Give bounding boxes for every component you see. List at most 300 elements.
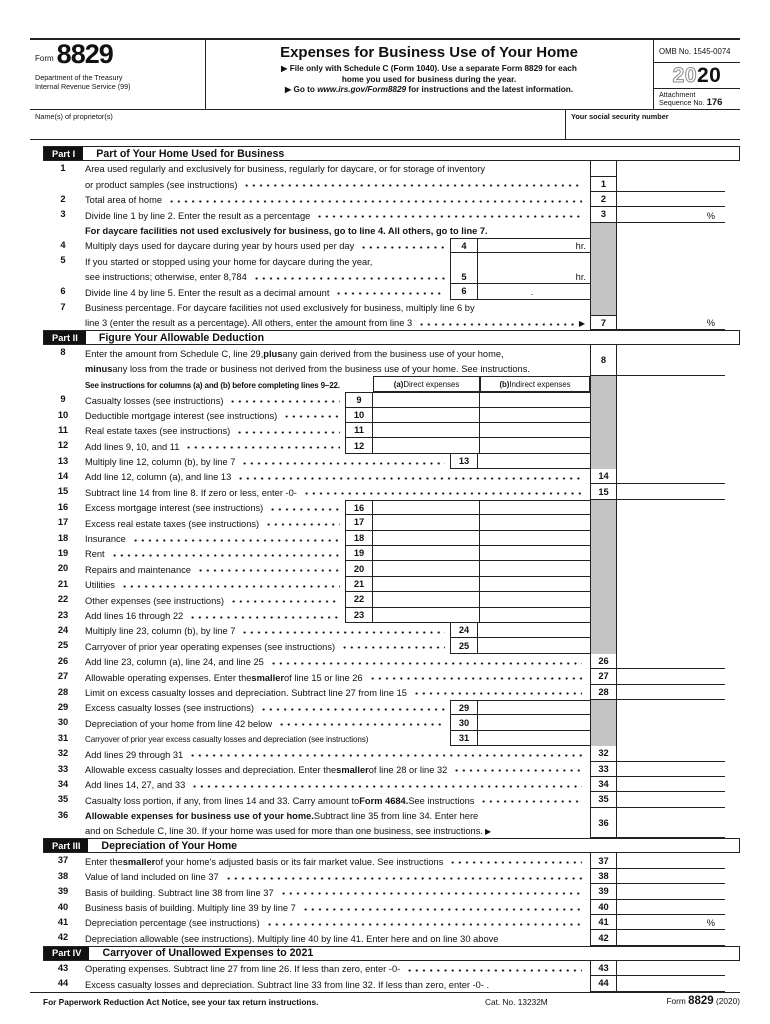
shaded-cell xyxy=(590,438,617,453)
part-iii-bar xyxy=(43,838,740,853)
line-36-entry[interactable] xyxy=(617,808,725,839)
text-segment: minus xyxy=(85,364,113,375)
line-29-input[interactable] xyxy=(478,700,590,715)
text-segment: or product samples (see instructions) xyxy=(85,179,238,190)
line-27-entry[interactable] xyxy=(617,669,725,684)
catalog-number: Cat. No. 13232M xyxy=(485,997,548,1007)
line-25-row xyxy=(30,638,740,653)
line-27-label xyxy=(85,669,585,684)
line-43-entry[interactable] xyxy=(617,961,725,976)
line-34-entry[interactable] xyxy=(617,777,725,792)
line-19-row xyxy=(30,546,740,561)
proprietor-name-input[interactable] xyxy=(30,120,564,139)
dot-leader xyxy=(280,892,582,895)
text-segment: see instructions; otherwise, enter 8,784 xyxy=(85,272,247,283)
line-38-row xyxy=(30,869,740,884)
line-36-label xyxy=(85,808,585,839)
label-line xyxy=(85,345,585,360)
text-segment: Enter the amount from Schedule C, line 29, xyxy=(85,348,264,359)
text-segment: Divide line 4 by line 5. Enter the result as a decimal amount xyxy=(85,287,330,298)
line-21-direct-input[interactable] xyxy=(373,577,480,592)
text-segment: Real estate taxes (see instructions) xyxy=(85,426,231,437)
line-9-direct-input[interactable] xyxy=(373,392,480,407)
line-23-direct-input[interactable] xyxy=(373,608,480,623)
line-15-number: 15 xyxy=(57,486,69,497)
line-38-entry[interactable] xyxy=(617,869,725,884)
dot-leader xyxy=(132,539,340,542)
part-iii-label: Part III xyxy=(44,839,88,852)
line-35-entry[interactable] xyxy=(617,792,725,807)
dot-leader xyxy=(360,246,445,249)
part-ii-bar xyxy=(43,330,740,345)
line-20-direct-input[interactable] xyxy=(373,561,480,576)
label-line xyxy=(85,792,585,807)
attachment-word: Attachment xyxy=(659,90,696,99)
shaded-cell xyxy=(590,700,617,715)
label-line xyxy=(85,976,585,991)
text-segment: of your home's adjusted basis or its fair market value. See instructions xyxy=(155,856,444,867)
label-line xyxy=(85,176,585,191)
note-label xyxy=(85,223,585,238)
label-line xyxy=(85,762,585,777)
shaded-cell xyxy=(590,623,617,638)
line-30-row xyxy=(30,715,740,730)
bullet-go-to xyxy=(206,85,652,96)
line-13-number: 13 xyxy=(57,455,69,466)
dot-leader xyxy=(413,692,582,695)
text-segment: Area used regularly and exclusively for business, regularly for daycare, or for storage of inventory xyxy=(85,164,485,175)
line-35-row xyxy=(30,792,740,807)
line-29-number: 29 xyxy=(57,701,69,712)
line-30-number: 30 xyxy=(57,717,69,728)
line-13-input[interactable] xyxy=(478,454,590,469)
line-8-number: 8 xyxy=(60,347,66,358)
line-19-indirect-input[interactable] xyxy=(480,546,590,561)
line-5-number: 5 xyxy=(60,255,66,266)
dot-leader xyxy=(335,292,445,295)
line-7-number: 7 xyxy=(60,301,66,312)
dot-leader xyxy=(189,616,340,619)
dot-leader xyxy=(369,677,582,680)
line-17-indirect-input[interactable] xyxy=(480,515,590,530)
label-line xyxy=(85,700,448,715)
shaded-cell xyxy=(590,223,617,238)
line-22-row xyxy=(30,592,740,607)
text-segment: Utilities xyxy=(85,580,115,591)
line-17-box: 17 xyxy=(345,515,373,530)
line-11-direct-input[interactable] xyxy=(373,423,480,438)
text-segment: Excess casualty losses (see instructions) xyxy=(85,703,254,714)
line-37-box: 37 xyxy=(590,853,617,868)
line-1-box: 1 xyxy=(591,176,616,191)
line-22-box: 22 xyxy=(345,592,373,607)
line-12-direct-input[interactable] xyxy=(373,438,480,453)
line-21-indirect-input[interactable] xyxy=(480,577,590,592)
label-line xyxy=(85,253,448,268)
dot-leader xyxy=(229,400,340,403)
line-26-box: 26 xyxy=(590,654,617,669)
omb-number: OMB No. 1545-0074 xyxy=(654,40,740,63)
line-3-label xyxy=(85,207,585,222)
line-40-label xyxy=(85,900,585,915)
line-23-number: 23 xyxy=(57,609,69,620)
line-26-entry[interactable] xyxy=(617,654,725,669)
line-10-label xyxy=(85,408,343,423)
line-4-input[interactable]: hr. xyxy=(478,238,590,253)
line-14-entry[interactable] xyxy=(617,469,725,484)
text-segment: Enter the xyxy=(85,856,123,867)
text-segment: Excess mortgage interest (see instructions) xyxy=(85,503,264,514)
text-segment: Business basis of building. Multiply line 39 by line 7 xyxy=(85,903,296,914)
line-6-input[interactable]: . xyxy=(478,284,590,299)
text-segment: Rent xyxy=(85,549,105,560)
line-37-entry[interactable] xyxy=(617,853,725,868)
proprietor-name-label: Name(s) of proprietor(s) xyxy=(35,112,113,121)
text-segment: Other expenses (see instructions) xyxy=(85,595,224,606)
line-8-entry[interactable] xyxy=(617,345,725,376)
line-8-label xyxy=(85,345,585,376)
line-3-row xyxy=(30,207,740,222)
line-42-entry[interactable] xyxy=(617,930,725,945)
line-30-input[interactable] xyxy=(478,715,590,730)
text-segment: plus xyxy=(263,348,283,359)
go-to-prefix: ▶ Go to xyxy=(284,85,318,94)
dot-leader xyxy=(270,662,582,665)
line-28-row xyxy=(30,685,740,700)
sequence-number: 176 xyxy=(706,97,723,109)
dot-leader xyxy=(266,923,582,926)
label-line xyxy=(85,315,585,330)
line-9-box: 9 xyxy=(345,392,373,407)
line-12-indirect-input[interactable] xyxy=(480,438,590,453)
year-solid: 20 xyxy=(697,63,722,87)
ssn-input[interactable] xyxy=(566,120,740,139)
line-36-box: 36 xyxy=(590,808,617,839)
line-32-entry[interactable] xyxy=(617,746,725,761)
text-segment: and on Schedule C, line 30. If your home was used for more than one business, see instructions. xyxy=(85,826,483,837)
line-31-input[interactable] xyxy=(478,731,590,746)
agency-lines xyxy=(35,74,200,91)
label-line xyxy=(85,207,585,222)
line-31-label xyxy=(85,731,448,746)
text-segment: Allowable excess casualty losses and depreciation. Enter the xyxy=(85,764,337,775)
col-a-header xyxy=(373,376,480,392)
line-37-label xyxy=(85,853,585,868)
text-segment: (b) xyxy=(499,379,510,389)
line-18-row xyxy=(30,531,740,546)
line-23-indirect-input[interactable] xyxy=(480,608,590,623)
form-header xyxy=(30,38,740,110)
text-segment: Operating expenses. Subtract line 27 from line 26. If less than zero, enter -0- xyxy=(85,964,401,975)
line-39-number: 39 xyxy=(57,886,69,897)
label-line xyxy=(85,638,448,653)
line-43-number: 43 xyxy=(57,962,69,973)
line-22-label xyxy=(85,592,343,607)
bullet-file-only-line-1: ▶ File only with Schedule C (Form 1040). Use a separate Form 8829 for each xyxy=(281,64,577,73)
line-7-entry[interactable]: % xyxy=(617,300,725,331)
line-20-box: 20 xyxy=(345,561,373,576)
line-33-label xyxy=(85,762,585,777)
line-40-entry[interactable] xyxy=(617,900,725,915)
line-4-number: 4 xyxy=(60,239,66,250)
line-28-entry[interactable] xyxy=(617,685,725,700)
footer-form-number: 8829 xyxy=(688,995,714,1007)
line-23-box: 23 xyxy=(345,608,373,623)
text-segment: Add lines 29 through 31 xyxy=(85,749,184,760)
text-segment: Excess real estate taxes (see instructions) xyxy=(85,518,260,529)
line-38-number: 38 xyxy=(57,870,69,881)
line-9-indirect-input[interactable] xyxy=(480,392,590,407)
bullet-file-only-line-2: home you used for business during the year. xyxy=(341,74,517,84)
dept-line-1: Department of the Treasury xyxy=(35,73,123,82)
line-32-box: 32 xyxy=(590,746,617,761)
line-22-indirect-input[interactable] xyxy=(480,592,590,607)
line-21-box: 21 xyxy=(345,577,373,592)
label-line xyxy=(85,823,585,838)
line-33-row xyxy=(30,762,740,777)
text-segment: of line 28 or line 32 xyxy=(368,764,448,775)
dot-leader xyxy=(185,446,340,449)
form-id-block xyxy=(35,39,200,91)
line-39-row xyxy=(30,884,740,899)
label-line xyxy=(85,238,448,253)
dot-leader xyxy=(225,877,582,880)
text-segment: Indirect expenses xyxy=(509,379,571,389)
arrow-right-icon: ▶ xyxy=(578,318,585,328)
line-31-row xyxy=(30,731,740,746)
line-37-number: 37 xyxy=(57,855,69,866)
line-15-row xyxy=(30,484,740,499)
ssn-label: Your social security number xyxy=(571,112,669,121)
form-footer-id xyxy=(666,995,740,1007)
line-13-label xyxy=(85,454,448,469)
line-41-entry[interactable]: % xyxy=(617,915,725,930)
text-segment: Subtract line 14 from line 8. If zero or less, enter -0- xyxy=(85,487,297,498)
dot-leader xyxy=(453,769,582,772)
text-segment: If you started or stopped using your home for daycare during the year, xyxy=(85,256,373,267)
text-segment: line 3 (enter the result as a percentage). All others, enter the amount from line 3 xyxy=(85,318,413,329)
line-6-row xyxy=(30,284,740,299)
line-39-label xyxy=(85,884,585,899)
line-22-direct-input[interactable] xyxy=(373,592,480,607)
line-39-entry[interactable] xyxy=(617,884,725,899)
line-5-input[interactable]: hr. xyxy=(478,253,590,284)
dot-leader xyxy=(241,462,445,465)
line-44-entry[interactable] xyxy=(617,976,725,991)
line-30-label xyxy=(85,715,448,730)
line-31-box: 31 xyxy=(450,731,478,746)
line-44-number: 44 xyxy=(57,978,69,989)
label-line xyxy=(85,900,585,915)
line-26-label xyxy=(85,654,585,669)
line-41-row xyxy=(30,915,740,930)
line-17-label xyxy=(85,515,343,530)
columns-header-row xyxy=(30,376,740,392)
dot-leader xyxy=(111,554,340,557)
line-18-indirect-input[interactable] xyxy=(480,531,590,546)
text-segment: Carryover of prior year excess casualty losses and depreciation (see instructions) xyxy=(85,735,369,745)
shaded-cell xyxy=(590,531,617,546)
line-5-label xyxy=(85,253,448,284)
dot-leader xyxy=(237,477,582,480)
line-2-label xyxy=(85,192,585,207)
irs-url: www.irs.gov/Form8829 xyxy=(317,85,407,94)
text-segment: smaller xyxy=(336,764,369,775)
label-line xyxy=(85,561,343,576)
shaded-cell xyxy=(590,608,617,623)
dot-leader xyxy=(341,646,445,649)
line-35-label xyxy=(85,792,585,807)
part-i-title: Part of Your Home Used for Business xyxy=(96,147,285,160)
line-19-box: 19 xyxy=(345,546,373,561)
part-iv-title: Carryover of Unallowed Expenses to 2021 xyxy=(102,947,314,960)
line-3-entry[interactable]: % xyxy=(617,207,725,222)
label-line xyxy=(85,484,585,499)
part-iv-label: Part IV xyxy=(44,947,89,960)
line-11-indirect-input[interactable] xyxy=(480,423,590,438)
dot-leader xyxy=(230,600,340,603)
line-35-box: 35 xyxy=(590,792,617,807)
line-19-direct-input[interactable] xyxy=(373,546,480,561)
text-segment: smaller xyxy=(122,856,156,867)
text-segment: of line 15 or line 26 xyxy=(283,672,363,683)
label-line xyxy=(85,869,585,884)
line-19-number: 19 xyxy=(57,548,69,559)
shaded-cell xyxy=(590,238,617,253)
label-line xyxy=(85,961,585,976)
line-25-input[interactable] xyxy=(478,638,590,653)
shaded-cell xyxy=(590,284,617,299)
part-ii-title: Figure Your Allowable Deduction xyxy=(98,331,265,344)
label-line xyxy=(85,654,585,669)
line-29-label xyxy=(85,700,448,715)
form-body xyxy=(30,146,740,992)
line-10-direct-input[interactable] xyxy=(373,408,480,423)
label-line xyxy=(85,269,448,284)
dot-leader xyxy=(243,184,582,187)
line-10-number: 10 xyxy=(57,409,69,420)
label-line xyxy=(85,808,585,823)
line-9-number: 9 xyxy=(60,394,66,405)
dot-leader xyxy=(265,523,340,526)
line-24-row xyxy=(30,623,740,638)
text-segment: For daycare facilities not used exclusively for business, go to line 4. All others, go to line 7. xyxy=(85,225,488,236)
text-segment: Depreciation allowable (see instructions). Multiply line 40 by line 41. Enter here and on line 30 above xyxy=(85,933,499,944)
line-11-row xyxy=(30,423,740,438)
line-15-label xyxy=(85,484,585,499)
dot-leader xyxy=(316,215,582,218)
line-10-indirect-input[interactable] xyxy=(480,408,590,423)
dot-leader xyxy=(191,785,582,788)
dept-line-2: Internal Revenue Service (99) xyxy=(35,81,131,91)
line-29-box: 29 xyxy=(450,700,478,715)
line-30-box: 30 xyxy=(450,715,478,730)
line-26-row xyxy=(30,654,740,669)
line-11-label xyxy=(85,423,343,438)
line-1-number: 1 xyxy=(60,163,66,173)
dot-leader xyxy=(418,323,574,326)
line-17-direct-input[interactable] xyxy=(373,515,480,530)
line-43-label xyxy=(85,961,585,976)
line-22-number: 22 xyxy=(57,594,69,605)
shaded-cell xyxy=(590,454,617,469)
line-18-box: 18 xyxy=(345,531,373,546)
text-segment: any gain derived from the business use of your home, xyxy=(282,348,504,359)
shaded-cell xyxy=(590,577,617,592)
label-line xyxy=(85,884,585,899)
label-line xyxy=(85,577,343,592)
text-segment: Limit on excess casualty losses and depreciation. Subtract line 27 from line 15 xyxy=(85,687,407,698)
line-20-indirect-input[interactable] xyxy=(480,561,590,576)
line-24-input[interactable] xyxy=(478,623,590,638)
dot-leader xyxy=(302,908,582,911)
text-segment: smaller xyxy=(251,672,284,683)
col-b-header xyxy=(480,376,590,392)
line-2-box: 2 xyxy=(590,192,617,207)
text-segment: Add lines 14, 27, and 33 xyxy=(85,780,186,791)
label-line xyxy=(85,623,448,638)
line-40-row xyxy=(30,900,740,915)
label-line xyxy=(85,715,448,730)
line-18-direct-input[interactable] xyxy=(373,531,480,546)
line-34-box: 34 xyxy=(590,777,617,792)
line-16-direct-input[interactable] xyxy=(373,500,480,515)
line-41-box: 41 xyxy=(590,915,617,930)
text-segment: Add lines 16 through 22 xyxy=(85,611,184,621)
line-42-row xyxy=(30,930,740,945)
line-1-entry[interactable] xyxy=(617,161,725,192)
line-44-box: 44 xyxy=(590,976,617,991)
label-line xyxy=(85,853,585,868)
line-28-box: 28 xyxy=(590,685,617,700)
dot-leader xyxy=(168,200,582,203)
label-line xyxy=(85,777,585,792)
label-line xyxy=(85,669,585,684)
line-15-entry[interactable] xyxy=(617,484,725,499)
text-segment: Multiply line 23, column (b), by line 7 xyxy=(85,626,236,637)
line-2-entry[interactable] xyxy=(617,192,725,207)
sequence-word: Sequence No. xyxy=(659,98,707,108)
line-3-number: 3 xyxy=(60,209,66,220)
line-29-row xyxy=(30,700,740,715)
dot-leader xyxy=(260,708,445,711)
line-13-row xyxy=(30,454,740,469)
text-segment: Value of land included on line 37 xyxy=(85,872,219,883)
line-39-box: 39 xyxy=(590,884,617,899)
shaded-cell xyxy=(590,731,617,746)
form-title: Expenses for Business Use of Your Home xyxy=(280,44,578,61)
line-16-indirect-input[interactable] xyxy=(480,500,590,515)
label-line xyxy=(85,731,448,746)
line-42-label xyxy=(85,930,585,945)
part-i-label: Part I xyxy=(44,147,83,160)
form-footer xyxy=(30,992,740,1007)
line-41-label xyxy=(85,915,585,930)
dot-leader xyxy=(480,800,582,803)
line-36-number: 36 xyxy=(57,809,69,820)
shaded-cell xyxy=(590,515,617,530)
line-6-number: 6 xyxy=(60,286,66,297)
line-33-entry[interactable] xyxy=(617,762,725,777)
line-6-label xyxy=(85,284,448,299)
label-line xyxy=(85,223,585,238)
line-4-box: 4 xyxy=(450,238,478,253)
line-38-label xyxy=(85,869,585,884)
shaded-cell xyxy=(590,546,617,561)
line-21-label xyxy=(85,577,343,592)
text-segment: Add line 12, column (a), and line 13 xyxy=(85,472,232,483)
shaded-cell xyxy=(590,408,617,423)
